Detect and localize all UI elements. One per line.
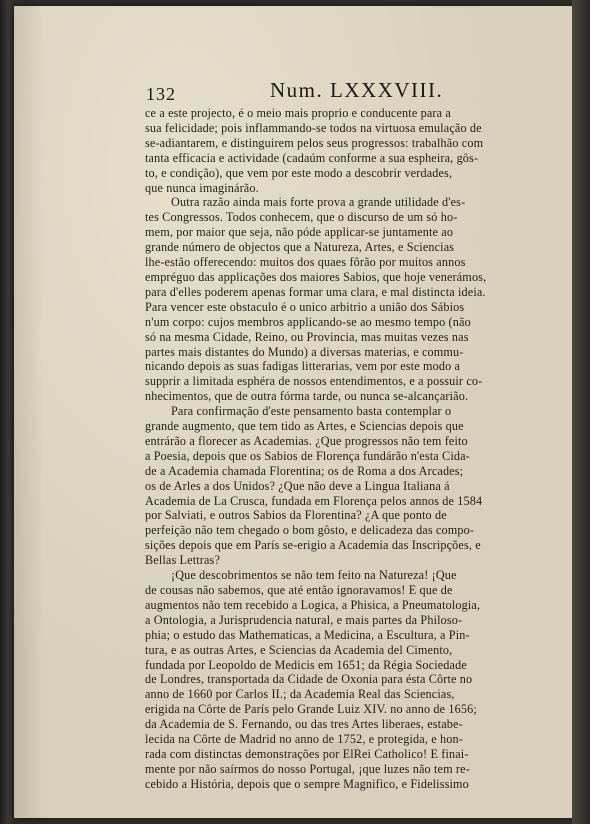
text-line: mente por não saírmos do nosso Portugal, ¡que luzes não tem re- [145,761,470,776]
page-header [130,78,530,104]
text-line: de Londres, transportada da Cidade de Oxonia para ésta Côrte no [145,672,473,687]
text-line: nhecimentos, que de outra fórma tarde, ou nunca se-alcançarião. [145,389,469,404]
text-line: anno de 1660 por Carlos II.; da Academia Real das Sciencias, [145,687,455,702]
body-text [145,106,540,792]
text-line: Academia de La Crusca, fundada em Florença pelos annos de 1584 [145,493,483,508]
text-line: de cousas não sabemos, que até então ignoravamos! E que de [145,583,453,597]
text-line: ce a este projecto, é o meio mais proprio e conducente para a [145,106,451,120]
text-line: tes Congressos. Todos conhecem, que o discurso de um só ho- [145,210,458,225]
text-line: erigida na Côrte de París pelo Grande Luiz XIV. no anno de 1656; [145,702,477,717]
text-line: a Ontologia, a Jurisprudencia natural, e mais partes da Philoso- [145,612,463,627]
text-line: de a Academia chamada Florentina; os de Roma a dos Arcades; [145,463,464,478]
text-line: por Salviati, e outros Sabios da Florentina? ¿A que ponto de [145,508,447,523]
book-spine [572,0,590,824]
text-line: supprir a limitada esphéra de nossos entendimentos, e a possuir co- [145,374,483,389]
text-line: perfeição não tem chegado o bom gôsto, e delicadeza das compo- [145,523,475,538]
text-line: só na mesma Cidade, Reino, ou Provincia, mas muitas vezes nas [145,329,469,344]
text-line: da Academia de S. Fernando, ou das tres Artes liberaes, estabe- [145,717,463,732]
page-number: 132 [146,84,176,104]
paragraph [145,195,540,404]
text-line: nicando depois as suas fadigas litterarias, vem por este modo a [145,359,461,374]
text-line: que nunca imaginárão. [145,180,259,195]
text-line: augmentos não tem recebido a Logica, a Phisica, a Pneumatologia, [145,597,481,612]
text-line: mem, por maior que seja, não póde applicar-se juntamente ao [145,225,454,240]
paper-stain [330,740,360,760]
text-line: sições depois que em París se-erigio a Academia das Inscripções, e [145,538,481,553]
text-line: empréguo das applicações dos maiores Sabios, que hoje venerámos, [145,269,487,284]
text-line: partes mais distantes do Mundo) a diversas materias, e commu- [145,344,464,359]
text-line: grande número de objectos que a Natureza, Artes, e Sciencias [145,240,455,255]
running-head: Num. LXXXVIII. [270,78,444,102]
text-line: se-adiantarem, e distinguirem pelos seus progressos: trabalhão com [145,135,484,150]
text-line: Bellas Lettras? [145,553,221,568]
text-line: entrárão a florecer as Academias. ¿Que progressos não tem feito [145,433,468,448]
text-line: para d'elles poderem apenas formar uma clara, e mal distincta ideia. [145,284,486,299]
text-line: os de Arles a dos Unidos? ¿Que não deve a Lingua Italiana á [145,478,450,493]
text-line: lecida na Côrte de Madrid no anno de 1752, e protegida, e hon- [145,732,463,747]
text-line: n'um corpo: cujos membros applicando-se ao mesmo tempo (não [145,314,471,329]
text-line: Para confirmação d'este pensamento basta contemplar o [171,404,452,419]
text-line: cebido a História, depois que o sempre Magnifico, e Fidelissimo [145,776,469,791]
text-line: lhe-estão offerecendo: muitos dos quaes fôrão por muitos annos [145,255,466,270]
text-line: tanta efficacia e actividade (cadaúm conforme a sua espheira, gôs- [145,150,479,165]
text-line: tura, e as outras Artes, e Sciencias da Academia del Cimento, [145,642,453,657]
text-line: rada com distinctas demonstrações por ElRei Catholico! E finai- [145,746,469,761]
text-line: grande augmento, que tem tido as Artes, e Sciencias depois que [145,419,464,434]
text-line: to, e condição), que vem por este modo a descobrir verdades, [145,165,453,180]
text-line: phia; o estudo das Mathematicas, a Medicina, a Escultura, a Pin- [145,627,470,642]
text-line: Para vencer este obstaculo é o unico arbitrio a união dos Sábios [145,299,465,314]
text-line: fundada por Leopoldo de Medicis em 1651; da Régia Sociedade [145,657,467,672]
paragraph [145,106,540,195]
text-line: ¡Que descobrimentos se não tem feito na Natureza! ¡Que [171,568,457,583]
text-line: a Poesia, depois que os Sabios de Florença fundárão n'esta Cida- [145,448,470,463]
paragraph [145,404,540,568]
text-line: sua felicidade; pois inflammando-se todos na virtuosa emulação de [145,120,482,135]
text-line: Outra razão ainda mais forte prova a grande utilidade d'es- [171,195,466,210]
